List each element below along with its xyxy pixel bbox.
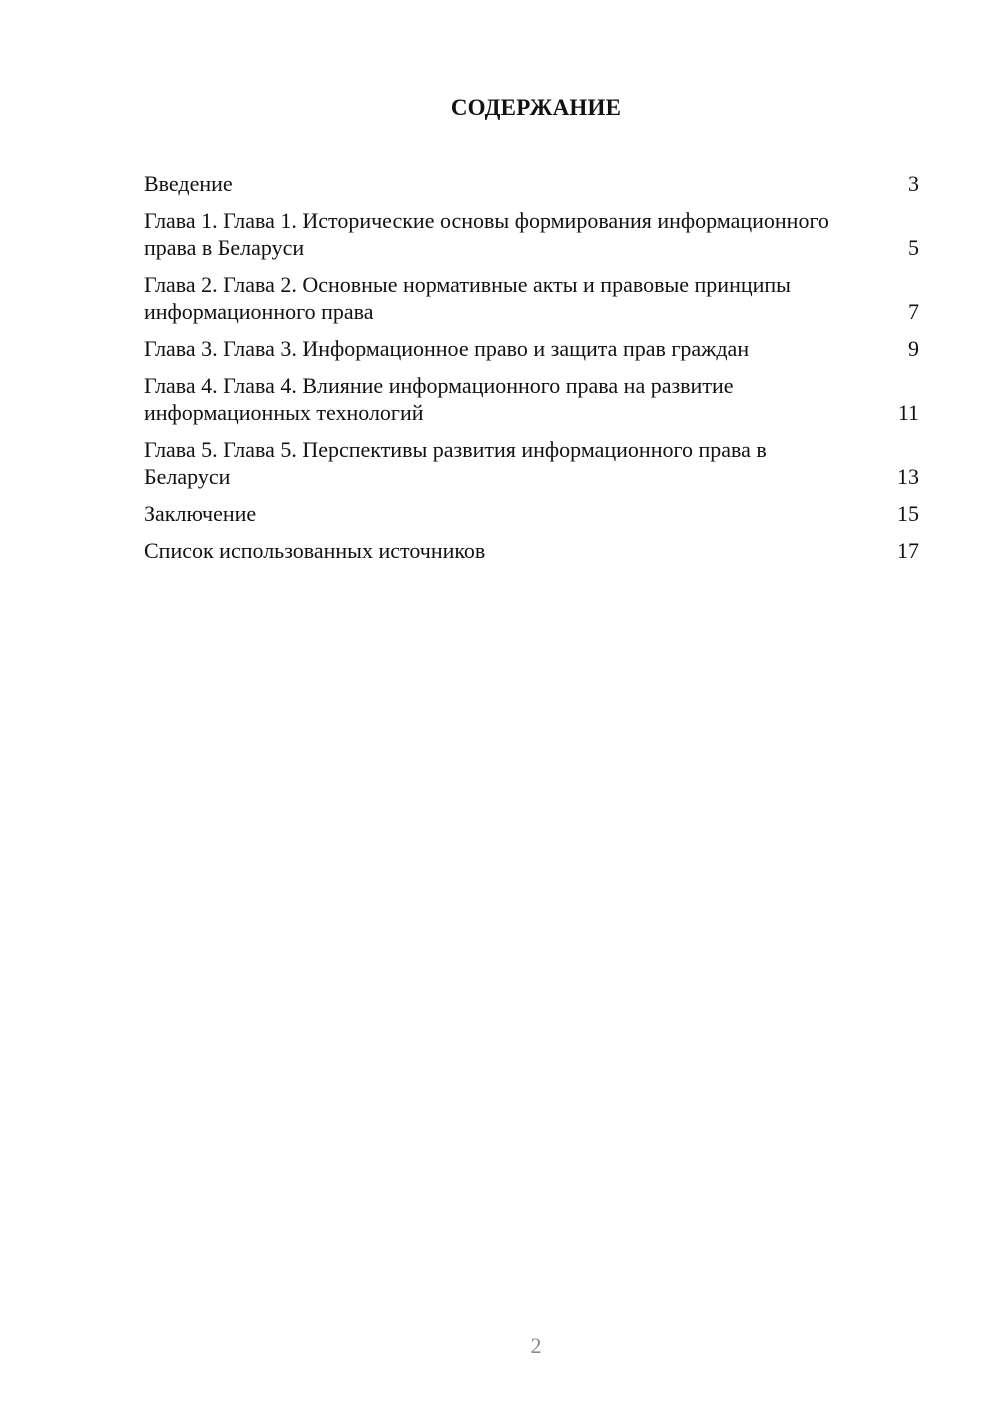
toc-heading: СОДЕРЖАНИЕ — [450, 95, 622, 120]
toc-entry-chapter-4 — [144, 372, 919, 426]
toc-entry-conclusion — [144, 500, 919, 527]
toc-entry-page: 15 — [897, 501, 919, 526]
toc-entry-chapter-5 — [144, 436, 919, 490]
toc-entry-title: Глава 5. Глава 5. Перспективы развития информационного права в Беларуси — [144, 437, 767, 489]
toc-entry-page: 9 — [908, 336, 919, 361]
toc-entry-page: 7 — [908, 299, 919, 324]
toc-entry-page: 5 — [908, 235, 919, 260]
toc-entry-title: Глава 3. Глава 3. Информационное право и защита прав граждан — [144, 336, 750, 361]
toc-entry-title: Глава 1. Глава 1. Исторические основы формирования информационного права в Беларуси — [144, 208, 829, 260]
toc-entry-title: Список использованных источников — [144, 538, 486, 563]
page-number: 2 — [530, 1333, 542, 1358]
toc-entry-introduction — [144, 170, 919, 197]
toc-entry-page: 3 — [908, 171, 919, 196]
toc-entry-title: Глава 4. Глава 4. Влияние информационного права на развитие информационных технологий — [144, 373, 734, 425]
toc-entry-page: 13 — [897, 464, 919, 489]
toc-entry-page: 11 — [897, 400, 919, 425]
toc-entry-chapter-3 — [144, 335, 919, 362]
toc-entry-chapter-2 — [144, 271, 919, 325]
toc-entry-page: 17 — [897, 538, 919, 563]
toc-entry-title: Заключение — [144, 501, 257, 526]
table-of-contents — [144, 170, 919, 574]
toc-entry-chapter-1 — [144, 207, 919, 261]
toc-entry-title: Введение — [144, 171, 233, 196]
toc-entry-references — [144, 537, 919, 564]
toc-entry-title: Глава 2. Глава 2. Основные нормативные акты и правовые принципы информационного права — [144, 272, 791, 324]
